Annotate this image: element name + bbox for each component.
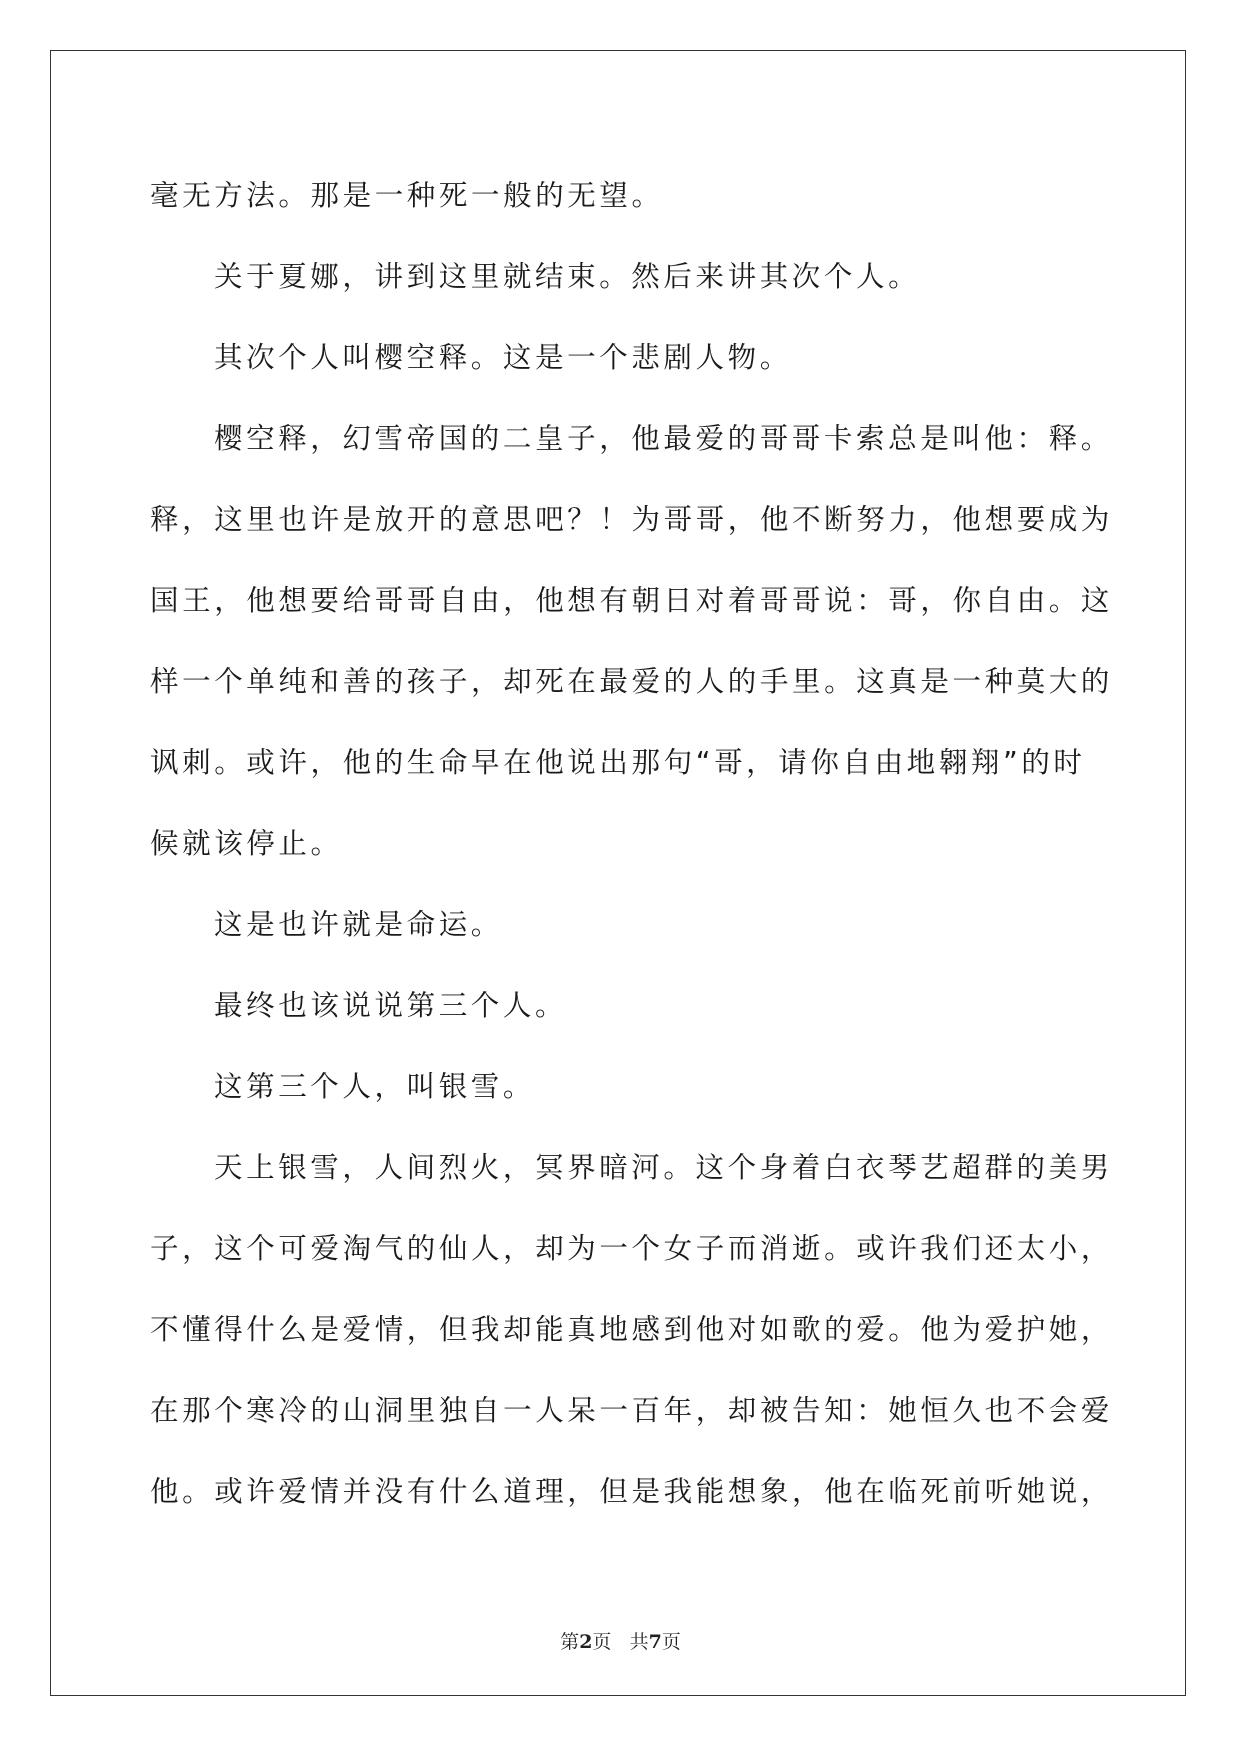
footer-page-suffix: 页: [592, 1631, 612, 1653]
paragraph-line: 子，这个可爱淘气的仙人，却为一个女子而消逝。或许我们还太小，: [150, 1232, 1114, 1265]
footer-prefix: 第: [560, 1631, 580, 1653]
paragraph-line-first: 这是也许就是命运。: [214, 908, 503, 941]
paragraph-line: 他。或许爱情并没有什么道理，但是我能想象，他在临死前听她说，: [150, 1475, 1114, 1508]
paragraph-line: 讽刺。或许，他的生命早在他说出那句“哥，请你自由地翱翔”的时: [150, 746, 1086, 779]
paragraph-line-first: 其次个人叫樱空释。这是一个悲剧人物。: [214, 341, 792, 374]
page-footer: [0, 1627, 1241, 1654]
paragraph-line-first: 这第三个人，叫银雪。: [214, 1070, 536, 1103]
footer-total-prefix: 共: [629, 1631, 649, 1653]
total-pages-number: 7: [648, 1631, 662, 1653]
footer-total-suffix: 页: [661, 1631, 681, 1653]
paragraph-line-first: 关于夏娜，讲到这里就结束。然后来讲其次个人。: [214, 260, 921, 293]
paragraph-line-first: 最终也该说说第三个人。: [214, 989, 568, 1022]
paragraph-line-first: 樱空释，幻雪帝国的二皇子，他最爱的哥哥卡索总是叫他：释。: [214, 422, 1113, 455]
paragraph-line: 不懂得什么是爱情，但我却能真地感到他对如歌的爱。他为爱护她，: [150, 1313, 1114, 1346]
paragraph-line: 国王，他想要给哥哥自由，他想有朝日对着哥哥说：哥，你自由。这: [150, 584, 1114, 617]
paragraph-line: 释，这里也许是放开的意思吧？！为哥哥，他不断努力，他想要成为: [150, 503, 1114, 536]
paragraph-line: 候就该停止。: [150, 827, 343, 860]
paragraph-line-first: 毫无方法。那是一种死一般的无望。: [150, 179, 664, 212]
current-page-number: 2: [579, 1631, 593, 1653]
document-body: [150, 155, 1114, 1532]
paragraph-line: 在那个寒冷的山洞里独自一人呆一百年，却被告知：她恒久也不会爱: [150, 1394, 1114, 1427]
paragraph-line-first: 天上银雪，人间烈火，冥界暗河。这个身着白衣琴艺超群的美男: [214, 1151, 1113, 1184]
paragraph-line: 样一个单纯和善的孩子，却死在最爱的人的手里。这真是一种莫大的: [150, 665, 1114, 698]
